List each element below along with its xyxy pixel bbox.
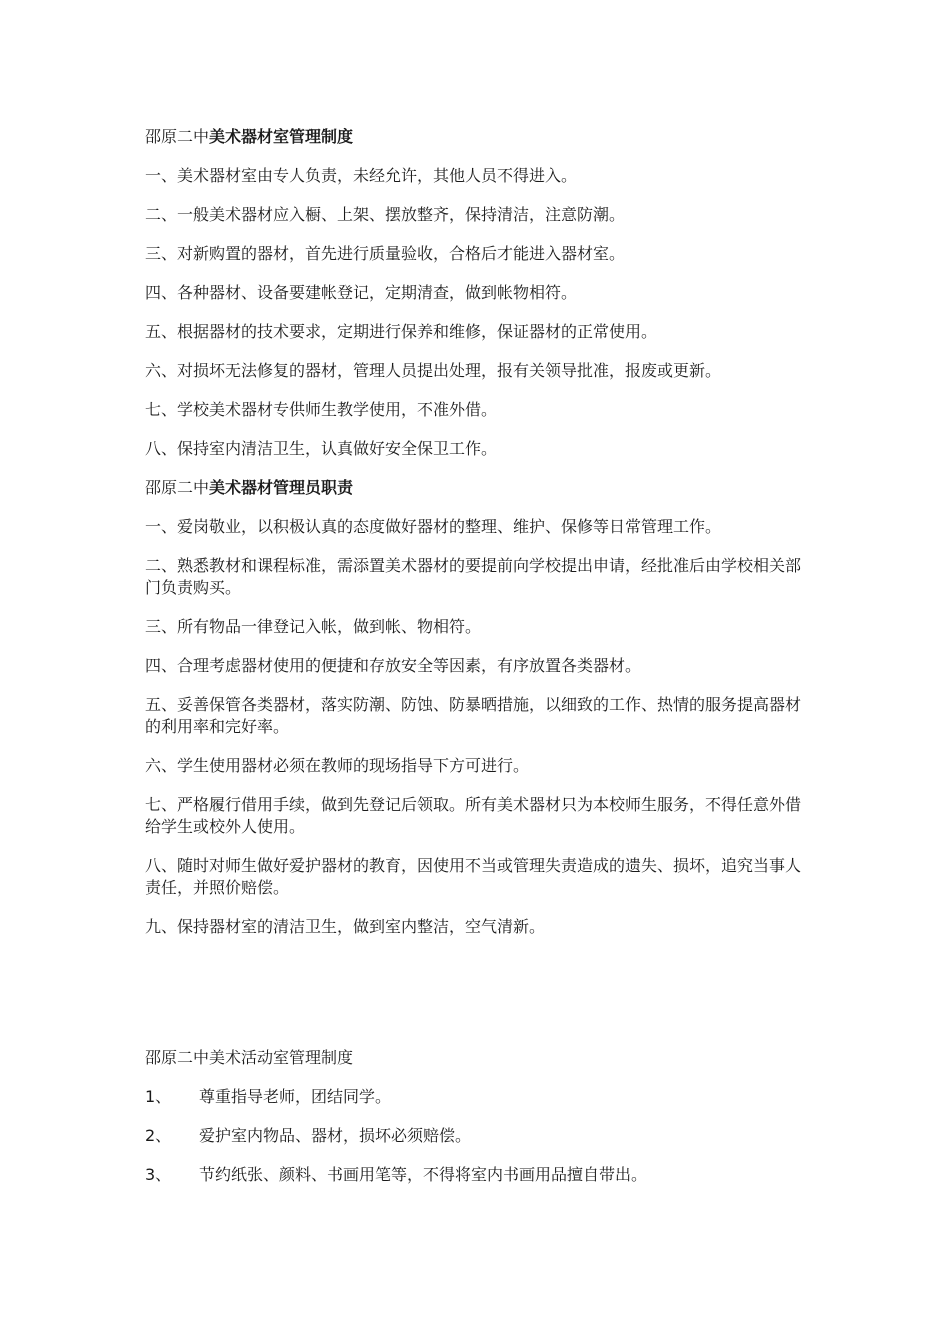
duty-item: 九、保持器材室的清洁卫生，做到室内整洁，空气清新。	[145, 917, 546, 936]
item-text: 节约纸张、颜料、书画用笔等，不得将室内书画用品擅自带出。	[199, 1165, 648, 1184]
duty-item: 二、熟悉教材和课程标准，需添置美术器材的要提前向学校提出申请，经批准后由学校相关部门负责购买。	[145, 556, 802, 597]
title-prefix: 邵原二中	[145, 127, 210, 146]
document-content	[145, 126, 805, 1203]
rule-item: 二、一般美术器材应入橱、上架、摆放整齐，保持清洁，注意防潮。	[145, 205, 626, 224]
rule-item: 六、对损坏无法修复的器材，管理人员提出处理，报有关领导批准，报废或更新。	[145, 361, 722, 380]
duty-item: 五、妥善保管各类器材，落实防潮、防蚀、防暴晒措施，以细致的工作、热情的服务提高器材的利用率和完好率。	[145, 695, 802, 736]
item-number: 3、	[145, 1165, 172, 1184]
section-equipment-manager-duties	[145, 477, 805, 938]
item-text: 尊重指导老师，团结同学。	[199, 1087, 392, 1106]
rule-item: 四、各种器材、设备要建帐登记，定期清查，做到帐物相符。	[145, 283, 578, 302]
item-text: 爱护室内物品、器材，损坏必须赔偿。	[199, 1126, 472, 1145]
duty-item: 四、合理考虑器材使用的便捷和存放安全等因素，有序放置各类器材。	[145, 656, 642, 675]
numbered-item	[145, 1164, 805, 1186]
rule-item: 三、对新购置的器材，首先进行质量验收，合格后才能进入器材室。	[145, 244, 626, 263]
title-bold: 美术器材管理员职责	[209, 478, 354, 497]
numbered-item	[145, 1125, 805, 1147]
title-prefix: 邵原二中	[145, 478, 210, 497]
section-title	[145, 126, 805, 148]
item-number: 1、	[145, 1087, 172, 1106]
section-title: 邵原二中美术活动室管理制度	[145, 1048, 354, 1067]
duty-item: 三、所有物品一律登记入帐，做到帐、物相符。	[145, 617, 482, 636]
rule-item: 五、根据器材的技术要求，定期进行保养和维修，保证器材的正常使用。	[145, 322, 658, 341]
duty-item: 一、爱岗敬业，以积极认真的态度做好器材的整理、维护、保修等日常管理工作。	[145, 517, 722, 536]
duty-item: 六、学生使用器材必须在教师的现场指导下方可进行。	[145, 756, 530, 775]
rule-item: 八、保持室内清洁卫生，认真做好安全保卫工作。	[145, 439, 498, 458]
rule-item: 一、美术器材室由专人负责，未经允许，其他人员不得进入。	[145, 166, 578, 185]
duty-item: 七、严格履行借用手续，做到先登记后领取。所有美术器材只为本校师生服务，不得任意外借给学生或校外人使用。	[145, 795, 802, 836]
item-number: 2、	[145, 1126, 172, 1145]
section-equipment-room-rules	[145, 126, 805, 460]
numbered-item	[145, 1086, 805, 1108]
section-activity-room-rules	[145, 1047, 805, 1186]
duty-item: 八、随时对师生做好爱护器材的教育，因使用不当或管理失责造成的遗失、损坏，追究当事人责任，并照价赔偿。	[145, 856, 802, 897]
rule-item: 七、学校美术器材专供师生教学使用，不准外借。	[145, 400, 498, 419]
title-bold: 美术器材室管理制度	[209, 127, 354, 146]
section-title	[145, 477, 805, 499]
